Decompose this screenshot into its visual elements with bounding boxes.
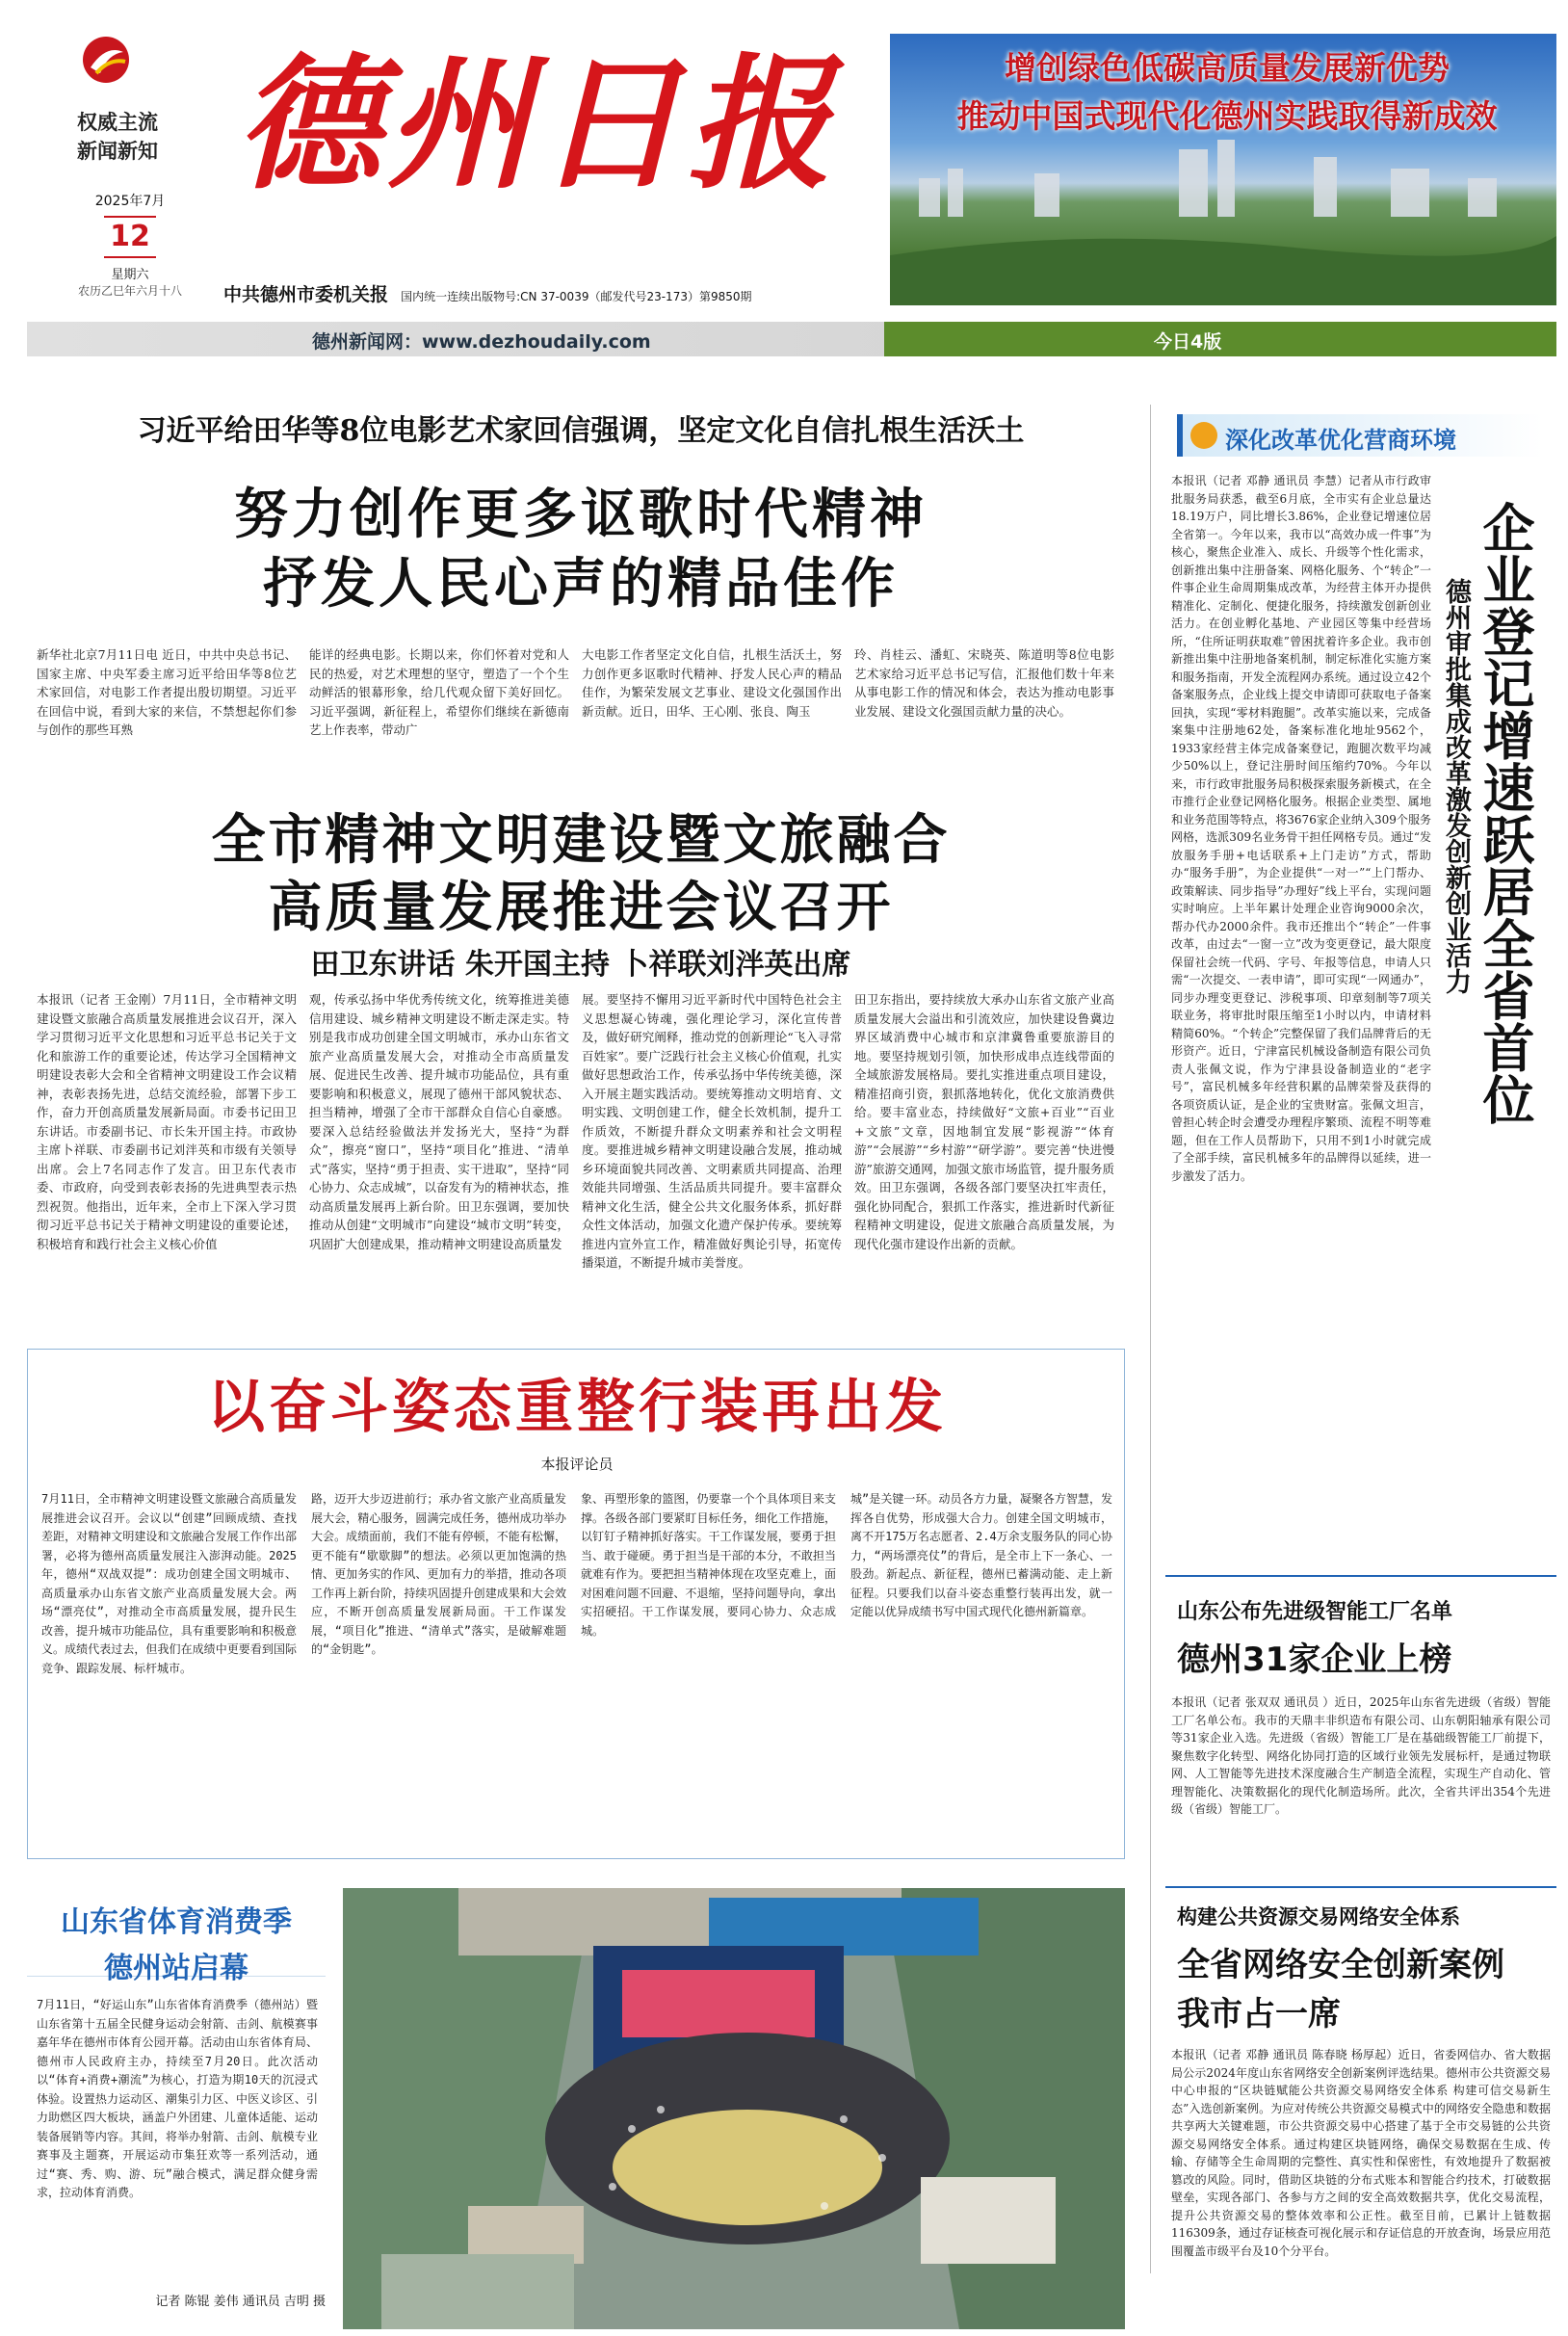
organ: 中共德州市委机关报	[223, 284, 389, 305]
masthead-title: 德州日报	[236, 39, 838, 209]
article2-col-3: 展。要坚持不懈用习近平新时代中国特色社会主义思想凝心铸魂，强化理论学习，深化宣传普及，做好研究阐释，推动党的创新理论“飞入寻常百姓家”。要广泛践行社会主义核心价值观，扎实做好思想政治工作，传承弘扬中华传统美德，深入开展主题实践活动。要统筹推动文明培育、文明实践、文明创建工作，健全长效机制，提升工作质效，不断提升群众文明素养和社会文明程度。要推进城乡精神文明建设融合发展，推动城乡环境面貌共同改善、文明素质共同提高、治理效能共同增强、生活品质共同提升。要丰富群众精神文化生活，健全公共文化服务体系，抓好群众性文体活动，加强文化遗产保护传承。要统筹推进内宣外宣工作，精准做好舆论引导，拓宽传播渠道，不断提升城市美誉度。	[582, 992, 842, 1270]
article2-col-1: 本报讯（记者 王金刚）7月11日，全市精神文明建设暨文旅融合高质量发展推进会议召开，深入学习贯彻习近平文化思想和习近平总书记关于文化和旅游工作的重要论述，传达学习全国精神文明建设表彰大会和全省精神文明建设工作会议精神，表彰表扬先进，总结交流经验，部署下步工作，奋力开创高质量发展新局面。市委书记田卫东讲话。市委副书记、市长朱开国主持。市政协主席卜祥联、市委副书记刘泮英和市级有关领导出席。会上7名同志作了发言。田卫东代表市委、市政府，向受到表彰表扬的先进典型表示热烈祝贺。他指出，近年来，全市上下深入学习贯彻习近平总书记关于精神文明建设的重要论述，积极培育和践行社会主义核心价值	[37, 992, 297, 1251]
sports-article	[27, 1888, 1125, 2331]
article2-col-4: 田卫东指出，要持续放大承办山东省文旅产业高质量发展大会溢出和引流效应，加快建设鲁冀边界区域消费中心城市和京津冀鲁重要旅游目的地。要坚持规划引领，加快形成串点连线带面的全域旅游发展格局。要扎实推进重点项目建设，精准招商引资，狠抓落地转化，优化文旅消费供给。要丰富业态，持续做好“文旅+百业”“百业+文旅”文章，因地制宜发展“影视游”“体育游”“会展游”“乡村游”“研学游”。要完善“快进慢游”旅游交通网，加强文旅市场监管，提升服务质效。田卫东强调，各级各部门要坚决扛牢责任，强化协同配合，狠抓工作落实，推进新时代新征程精神文明建设，促进文旅融合高质量发展，为现代化强市建设作出新的贡献。	[854, 992, 1114, 1251]
sports-text: 7月11日，“好运山东”山东省体育消费季（德州站）暨山东省第十五届全民健身运动会射箭、击剑、航模赛事嘉年华在德州市体育公园开幕。活动由山东省体育局、德州市人民政府主办，持续至7月20日。此次活动以“体育+消费+潮流”为核心，打造为期10天的沉浸式体验。设置热力运动区、潮集引力区、中医义诊区、引力助燃区四大板块，涵盖户外团建、儿童体适能、运动装备展销等内容。其间，将举办射箭、击剑、航模专业赛事及主题赛，开展运动市集狂欢等一系列活动，通过“赛、秀、购、游、玩”融合模式，满足群众健身需求，拉动体育消费。	[37, 1998, 318, 2199]
column-divider	[1150, 405, 1151, 2273]
article-xi-letter	[27, 405, 1135, 771]
sports-title-1: 山东省体育消费季	[61, 1905, 292, 1939]
banner-line-2: 推动中国式现代化德州实践取得新成效	[956, 97, 1498, 135]
logo-icon	[81, 35, 131, 85]
security-text: 本报讯（记者 邓静 通讯员 陈春晓 杨厚起）近日，省委网信办、省大数据局公示2024年度山东省网络安全创新案例评选结果。德州市公共资源交易中心申报的“区块链赋能公共资源交易网络安全体系 构建可信交易新生态”入选创新案例。为应对传统公共资源交易模式中的网络安全隐患和数据共享两大关键难题，市公共资源交易中心搭建了基于全市交易链的公共资源交易网络安全体系。通过构建区块链网络，确保交易数据在生成、传输、存储等全生命周期的完整性、真实性和保密性，有效地提升了数据被篡改的风险。同时，借助区块链的分布式账本和智能合约技术，打破数据壁垒，实现各部门、各参与方之间的安全高效数据共享，优化交易流程，提升公共资源交易的整体效率和公正性。截至目前，已累计上链数据116309条，通过存证核查可视化展示和存证信息的开放查询，场景应用范围覆盖市级平台及10个分平台。	[1171, 2048, 1551, 2258]
lunar-date: 农历乙巳年六月十八	[77, 284, 182, 298]
sidebar	[1165, 405, 1556, 2331]
masthead	[0, 0, 1568, 353]
security-headline-2: 我市占一席	[1177, 1995, 1341, 2034]
security-headline-1: 全省网络安全创新案例	[1177, 1946, 1504, 1984]
sports-title-2: 德州站启幕	[104, 1952, 248, 1985]
banner-line-1: 增创绿色低碳高质量发展新优势	[1005, 49, 1450, 87]
article1-col-4: 玲、肖桂云、潘虹、宋晓英、陈道明等8位电影艺术家给习近平总书记写信，汇报他们数十年来从事电影工作的情况和体会，表达为推动电影事业发展、建设文化强国贡献力量的决心。	[854, 647, 1114, 719]
website-bar	[27, 322, 1556, 356]
security-article	[1165, 1888, 1556, 2331]
sports-photo	[343, 1888, 1125, 2329]
headline-1: 努力创作更多讴歌时代精神	[234, 484, 928, 546]
sports-title-block	[27, 1898, 326, 1985]
banner-image	[890, 34, 1556, 305]
article-civilization-meeting	[27, 780, 1135, 1320]
headline-2: 高质量发展推进会议召开	[268, 877, 894, 939]
commentary-col-3: 象、再塑形象的篮图，仍要靠一个个具体项目来支撑。各级各部门要紧盯目标任务，细化工作措施，以钉钉子精神抓好落实。干工作谋发展，要勇于担当、敢于碰硬。勇于担当是干部的本分，不敢担当就难有作为。要把担当精神体现在攻坚克难上，面对困难问题不回避、不退缩，坚持问题导向，拿出实招硬招。干工作谋发展，要同心协力、众志成城。	[581, 1492, 836, 1638]
commentary-box	[27, 1349, 1125, 1859]
date-year-month: 2025年7月	[94, 194, 166, 209]
security-kicker: 构建公共资源交易网络安全体系	[1177, 1905, 1460, 1929]
kicker: 习近平给田华等8位电影艺术家回信强调，坚定文化自信扎根生活沃土	[137, 414, 1025, 448]
slogan	[60, 108, 175, 166]
sidebar-banner-text: 深化改革优化营商环境	[1225, 427, 1456, 454]
weekday: 星期六	[111, 268, 149, 282]
edition: 今日4版	[1154, 331, 1222, 353]
reform-icon	[1190, 422, 1217, 449]
commentary-byline: 本报评论员	[540, 1456, 614, 1473]
website[interactable]: 德州新闻网：www.dezhoudaily.com	[312, 331, 651, 353]
organ-line	[223, 280, 752, 306]
headline-1: 全市精神文明建设暨文旅融合	[211, 809, 951, 872]
factory-text: 本报讯（记者 张双双 通讯员 ）近日，2025年山东省先进级（省级）智能工厂名单公布。我市的天鼎丰非织造布有限公司、山东朝阳轴承有限公司等31家企业入选。先进级（省级）智能工厂是在基础级智能工厂前提下，聚焦数字化转型、网络化协同打造的区域行业领先发展标杆，是通过物联网、人工智能等先进技术深度融合生产制造全流程，实现生产自动化、管理智能化、决策数据化的现代化制造场所。此次，全省共评出354个先进级（省级）智能工厂。	[1171, 1695, 1551, 1816]
slogan-line-1: 权威主流	[77, 111, 158, 134]
factory-kicker: 山东公布先进级智能工厂名单	[1177, 1600, 1453, 1624]
date-day: 12	[104, 216, 156, 258]
slogan-line-2: 新闻新知	[77, 140, 158, 163]
edition-tab	[884, 322, 1556, 356]
factory-headline: 德州31家企业上榜	[1177, 1640, 1452, 1679]
article1-col-3: 大电影工作者坚定文化自信，扎根生活沃土，努力创作更多讴歌时代精神、抒发人民心声的精品佳作，为繁荣发展文艺事业、建设文化强国作出新贡献。近日，田华、王心刚、张良、陶玉	[582, 647, 842, 719]
factory-article	[1165, 1578, 1556, 1925]
article2-col-2: 观，传承弘扬中华优秀传统文化，统筹推进美德信用建设、城乡精神文明建设不断走深走实。特别是我市成功创建全国文明城市，承办山东省文旅产业高质量发展大会，对推动全市高质量发展、促进民生改善、提升城市功能品位，具有重要影响和积极意义，展现了德州干部风貌状态、担当精神，增强了全市干部群众自信心自豪感。要深入总结经验做法并发扬光大，坚持“为群众”，擦亮“窗口”，坚持“项目化”推进、“清单式”落实，坚持“勇于担责、实干进取”，坚持“同心协力、众志成城”，以奋发有为的精神状态，推动高质量发展再上新台阶。田卫东强调，要加快推动从创建“文明城市”向建设“城市文明”转变，巩固扩大创建成果，推动精神文明建设高质量发	[309, 992, 569, 1251]
divider	[1165, 1575, 1556, 1577]
article1-col-1: 新华社北京7月11日电 近日，中共中央总书记、国家主席、中央军委主席习近平给田华等8位艺术家回信，对电影工作者提出殷切期望。习近平在回信中说，看到大家的来信，不禁想起你们参与创作的那些耳熟	[37, 647, 297, 737]
sports-credit: 记者 陈锟 姜伟 通讯员 吉明 摄	[155, 2295, 326, 2309]
commentary-col-1: 7月11日，全市精神文明建设暨文旅融合高质量发展推进会议召开。会议以“创建”回顾成绩、查找差距，对精神文明建设和文旅融合发展工作作出部署，必将为德州高质量发展注入澎湃动能。2025年，德州“双战双提”：成功创建全国文明城市、高质量承办山东省文旅产业高质量发展大会。两场“漂亮仗”，对推动全市高质量发展，提升民生改善，提升城市功能品位，具有重要影响和积极意义。成绩代表过去，但我们在成绩中更要看到国际竞争、跟踪发展、标杆城市。	[41, 1492, 297, 1675]
commentary-col-4: 城”是关键一环。动员各方力量，凝聚各方智慧，发挥各自优势，形成强大合力。创建全国文明城市，离不开175万名志愿者、2.4万余支服务队的同心协力，“两场漂亮仗”的背后，是全市上下一条心、一股劲。新起点、新征程，德州已蓄满动能、走上新征程。只要我们以奋斗姿态重整行装再出发，就一定能以优异成绩书写中国式现代化德州新篇章。	[850, 1492, 1112, 1618]
sidebar-headline: 企业登记增速跃居全省首位	[1475, 501, 1535, 1125]
subhead: 田卫东讲话 朱开国主持 卜祥联刘泮英出席	[310, 948, 851, 982]
commentary-col-2: 路，迈开大步迈进前行；承办省文旅产业高质量发展大会，精心服务，圆满完成任务，德州成功举办大会。成绩面前，我们不能有停顿，不能有松懈，更不能有“歇歇脚”的想法。必须以更加饱满的热情、更加务实的作风、更加有力的举措，推动各项工作再上新台阶，持续巩固提升创建成果和大会效应，不断开创高质量发展新局面。干工作谋发展，“项目化”推进、“清单式”落实，是破解难题的“金钥匙”。	[311, 1492, 566, 1656]
sidebar-subhead: 德州审批集成改革激发创新创业活力	[1441, 578, 1471, 994]
publication-info: 国内统一连续出版物号:CN 37-0039（邮发代号23-173）第9850期	[401, 290, 752, 303]
article1-col-2: 能详的经典电影。长期以来，你们怀着对党和人民的热爱，对艺术理想的坚守，塑造了一个个生动鲜活的银幕形象，给几代观众留下美好回忆。习近平强调，新征程上，希望你们继续在新德南艺上作表率，带动广	[309, 647, 569, 737]
headline-2: 抒发人民心声的精品佳作	[263, 553, 899, 616]
sidebar-banner	[1177, 414, 1543, 457]
sidebar-text: 本报讯（记者 邓静 通讯员 李慧）记者从市行政审批服务局获悉，截至6月底，全市实有企业总量达18.19万户，同比增长3.86%，企业登记增速位居全省第一。今年以来，我市以“高效办成一件事”为核心，聚焦企业准入、成长、升级等个性化需求，创新推出集中注册备案、网格化服务、个“转企”一件事企业生命周期集成改革，为经营主体开办提供精准化、定制化、便捷化服务，持续激发创新创业活力。在创业孵化基地、产业园区等集中经营场所，“住所证明获取难”曾困扰着许多企业。我市创新推出集中注册地备案机制，制定标准化实施方案和服务指南，开发全流程网办系统。通过设立42个备案服务点，企业线上提交申请即可获取电子备案回执，实现“零材料跑腿”。改革实施以来，完成备案集中注册地62处，备案标准化地址9562个，1933家经营主体完成备案登记，跑腿次数平均减少50%以上，登记注册时间压缩约70%。今年以来，市行政审批服务局积极探索服务新模式，在全市推行企业登记网格化服务。根据企业类型、属地和业务范围等特点，将3676家企业纳入309个服务网格，选派309名业务骨干担任网格专员。通过“发放服务手册+电话联系+上门走访”方式，帮助办“服务手册”，为企业提供“一对一”“上门帮办、政策解读、同步指导”办理好”线上平台，实现问题实时响应。上半年累计处理企业咨询9000余次，帮办代办2000余件。我市还推出个“转企”一件事改革，由过去“一窗一立”改为变更登记，最大限度保留社会统一代码、字号、年报等信息，申请人只需“一次提交、一表申请”，即可实现“一网通办”，同步办理变更登记、涉税事项、印章刻制等7项关联业务，将审批时限压缩至1小时以内，申请材料精简60%。“个转企”完整保留了我们品牌背后的无形资产。近日，宁津富民机械设备制造有限公司负责人张佩文说，作为宁津县设备制造业的“老字号”，富民机械多年经营积累的品牌荣誉及获得的各项资质认证，是企业的宝贵财富。张佩文坦言，曾担心转企时会遭受办理程序繁琐、流程不明等难题，但在工作人员帮助下，只用不到1小时就完成了全部手续，富民机械多年的品牌得以延续，进一步激发了活力。	[1171, 474, 1431, 1183]
commentary-headline: 以奋斗姿态重整行装再出发	[207, 1374, 947, 1441]
date-box	[58, 191, 202, 299]
